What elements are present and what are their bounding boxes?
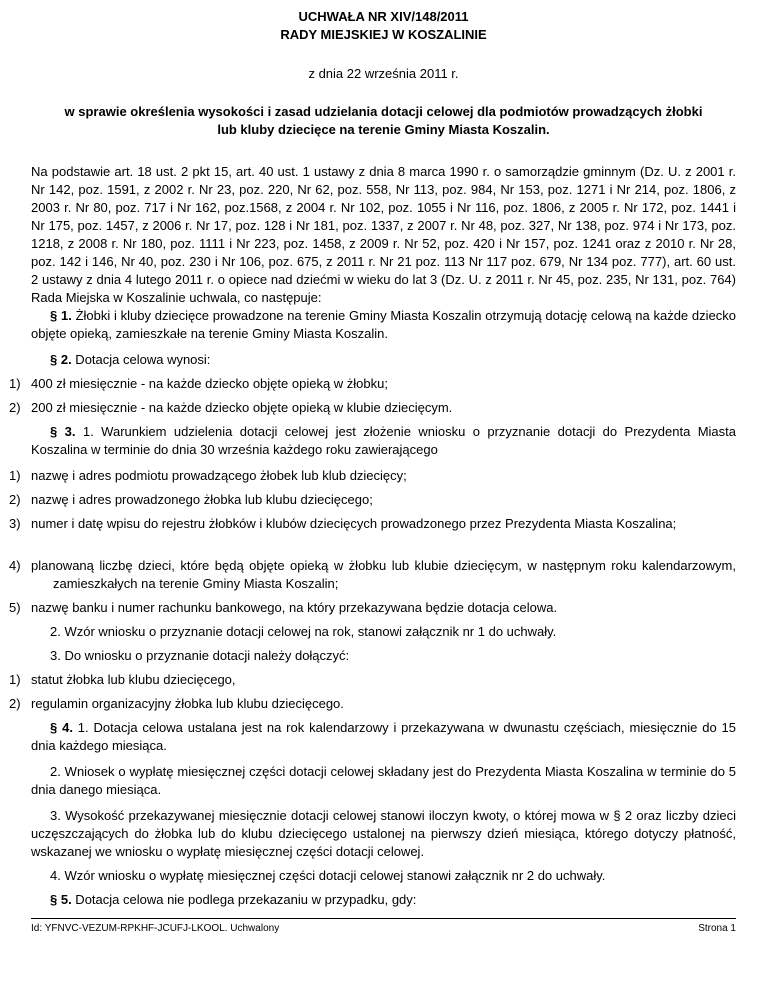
list-item: 5) nazwę banku i numer rachunku bankowego, na który przekazywana będzie dotacja celowa.	[9, 600, 558, 615]
list-item: 3) numer i datę wpisu do rejestru żłobków i klubów dziecięcych prowadzonego przez Prezydenta Miasta Koszalina;	[9, 516, 677, 531]
resolution-date: z dnia 22 września 2011 r.	[308, 66, 459, 81]
section-4-paragraph-2: 2. Wniosek o wypłatę miesięcznej części dotacji celowej składany jest do Prezydenta Miasta Koszalina w terminie do 5 dnia danego miesiąca.	[31, 764, 736, 797]
section-5-label: § 5.	[50, 892, 72, 907]
list-item: 2) regulamin organizacyjny żłobka lub klubu dziecięcego.	[9, 696, 344, 711]
section-5-text: Dotacja celowa nie podlega przekazaniu w przypadku, gdy:	[71, 892, 417, 907]
section-2-label: § 2.	[50, 352, 72, 367]
document-id: Id: YFNVC-VEZUM-RPKHF-JCUFJ-LKOOL. Uchwalony	[31, 923, 280, 934]
section-4-text: 1. Dotacja celowa ustalana jest na rok kalendarzowy i przekazywana w dwunastu częściach, miesięcznie do 15 dnia każdego miesiąca.	[31, 720, 736, 753]
section-3-label: § 3.	[50, 424, 76, 439]
resolution-subject: w sprawie określenia wysokości i zasad udzielania dotacji celowej dla podmiotów prowadzących żłobki lub kluby dziecięce na terenie Gminy Miasta Koszalin.	[64, 104, 703, 137]
section-5	[31, 891, 736, 909]
section-1-text: Żłobki i kluby dziecięce prowadzone na terenie Gminy Miasta Koszalin otrzymują dotację celową na każde dziecko objęte opieką, zamieszkałe na terenie Gminy Miasta Koszalin.	[31, 308, 736, 341]
list-item: 2) nazwę i adres prowadzonego żłobka lub klubu dziecięcego;	[9, 492, 373, 507]
title-line-2: RADY MIEJSKIEJ W KOSZALINIE	[280, 27, 487, 42]
section-4-label: § 4.	[50, 720, 73, 735]
section-2-text: Dotacja celowa wynosi:	[71, 352, 211, 367]
section-4-paragraph-3: 3. Wysokość przekazywanej miesięcznie dotacji celowej stanowi iloczyn kwoty, o której mowa w § 2 oraz liczby dzieci uczęszczających do żłobka lub do klubu dziecięcego ustalonej na pierwszy dzień miesiąca, którego dotyczy płatność, wskazanej we wniosku o wypłatę miesięcznej części dotacji celowej.	[31, 808, 736, 859]
footer-divider	[31, 918, 736, 919]
section-4-paragraph-4: 4. Wzór wniosku o wypłatę miesięcznej części dotacji celowej stanowi załącznik nr 2 do uchwały.	[50, 868, 606, 883]
section-4	[31, 719, 736, 755]
section-2	[31, 351, 736, 369]
list-item: 1) 400 zł miesięcznie - na każde dziecko objęte opieką w żłobku;	[9, 376, 388, 391]
list-item: 1) nazwę i adres podmiotu prowadzącego żłobek lub klub dziecięcy;	[9, 468, 407, 483]
section-1	[31, 307, 736, 343]
preamble: Na podstawie art. 18 ust. 2 pkt 15, art. 40 ust. 1 ustawy z dnia 8 marca 1990 r. o samorządzie gminnym (Dz. U. z 2001 r. Nr 142, poz. 1591, z 2002 r. Nr 23, poz. 220, Nr 62, poz. 558, Nr 113, poz. 984, Nr 153, poz. 1271 i Nr 214, poz. 1806, z 2003 r. Nr 80, poz. 717 i Nr 162, poz.1568, z 2004 r. Nr 102, poz. 1055 i Nr 116, poz. 1806, z 2005 r. Nr 172, poz. 1441 i Nr 175, poz. 1457, z 2006 r. Nr 17, poz. 128 i Nr 181, poz. 1337, z 2007 r. Nr 48, poz. 327, Nr 138, poz. 974 i Nr 173, poz. 1218, z 2008 r. Nr 180, poz. 1111 i Nr 223, poz. 1458, z 2009 r. Nr 52, poz. 420 i Nr 157, poz. 1241 oraz z 2010 r. Nr 28, poz. 142 i 146, Nr 40, poz. 230 i Nr 106, poz. 675, z 2011 r. Nr 21 poz. 113 Nr 117 poz. 679, Nr 134 poz. 777), art. 60 ust. 2 ustawy z dnia 4 lutego 2011 r. o opiece nad dziećmi w wieku do lat 3 (Dz. U. z 2011 r. Nr 45, poz. 235, Nr 131, poz. 764) Rada Miejska w Koszalinie uchwala, co następuje:	[31, 164, 736, 305]
section-3-paragraph-3: 3. Do wniosku o przyznanie dotacji należy dołączyć:	[50, 648, 350, 663]
section-3-text: 1. Warunkiem udzielenia dotacji celowej jest złożenie wniosku o przyznanie dotacji do Prezydenta Miasta Koszalina w terminie do dnia 30 września każdego roku zawierającego	[31, 424, 737, 457]
section-1-label: § 1.	[50, 308, 72, 323]
section-3-paragraph-2: 2. Wzór wniosku o przyznanie dotacji celowej na rok, stanowi załącznik nr 1 do uchwały.	[50, 624, 557, 639]
title-line-1: UCHWAŁA NR XIV/148/2011	[298, 9, 469, 24]
list-item: 4) planowaną liczbę dzieci, które będą objęte opieką w żłobku lub klubie dziecięcym, w następnym roku kalendarzowym, zamieszkałych na terenie Gminy Miasta Koszalin;	[9, 558, 736, 591]
section-3	[31, 423, 736, 459]
list-item: 2) 200 zł miesięcznie - na każde dziecko objęte opieką w klubie dziecięcym.	[9, 400, 453, 415]
page-number: Strona 1	[698, 923, 736, 934]
list-item: 1) statut żłobka lub klubu dziecięcego,	[9, 672, 236, 687]
